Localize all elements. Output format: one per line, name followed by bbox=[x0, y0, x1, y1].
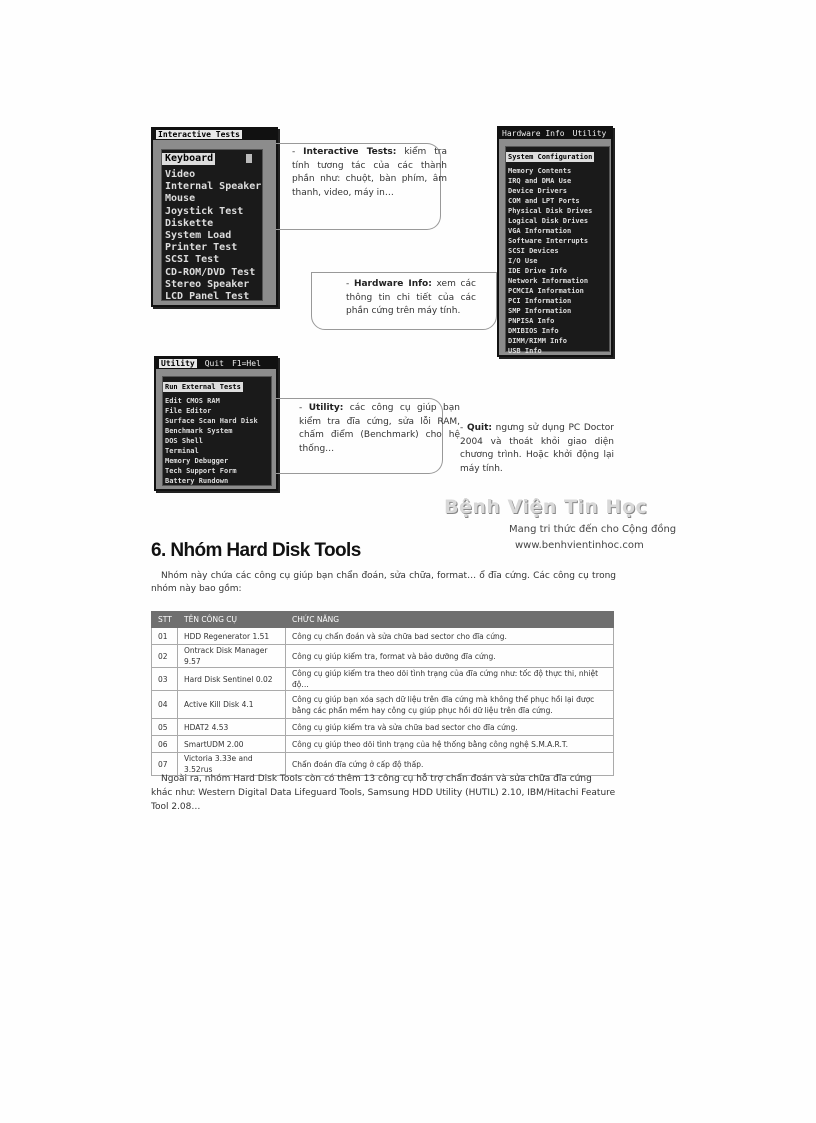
table-header-row bbox=[152, 612, 614, 628]
menu-item[interactable]: Benchmark System bbox=[165, 427, 233, 435]
menu-item[interactable]: System Configuration bbox=[508, 153, 593, 161]
menu-item[interactable]: Printer Test bbox=[165, 242, 238, 254]
tab-utility[interactable]: Utility bbox=[161, 359, 195, 368]
menu-item[interactable]: Memory Contents bbox=[508, 167, 572, 175]
cell-tool-name: SmartUDM 2.00 bbox=[178, 736, 286, 753]
menu-item[interactable]: Keyboard bbox=[162, 153, 215, 165]
tab-help[interactable]: F1=Hel bbox=[231, 359, 261, 368]
interactive-callout: - Interactive Tests: kiểm tra tính tương tác của các thành phần như: chuột, bàn phím, âm thanh, video, máy in… bbox=[292, 147, 447, 198]
menu-item[interactable]: DOS Shell bbox=[165, 437, 203, 445]
callout-label: Interactive Tests: bbox=[303, 147, 397, 157]
cell-tool-name: Ontrack Disk Manager 9.57 bbox=[178, 645, 286, 668]
interactive-tests-title[interactable]: Interactive Tests bbox=[158, 130, 240, 139]
menu-item[interactable]: SMP Information bbox=[508, 307, 572, 315]
interactive-tests-screenshot bbox=[151, 127, 278, 307]
menu-item[interactable]: PCI Information bbox=[508, 297, 572, 305]
header-stt: STT bbox=[152, 612, 178, 628]
tab-quit[interactable]: Quit bbox=[204, 359, 224, 368]
menu-item[interactable]: Run External Tests bbox=[165, 383, 241, 391]
menu-item[interactable]: Battery Rundown bbox=[165, 477, 229, 485]
menu-item[interactable]: Tech Support Form bbox=[165, 467, 237, 475]
menu-item[interactable]: Diskette bbox=[165, 217, 214, 229]
utility-callout: - Utility: các công cụ giúp bạn kiểm tra đĩa cứng, sửa lỗi RAM, chấm điểm (Benchmark) cho hệ thống… bbox=[299, 403, 460, 454]
cell-function: Công cụ giúp theo dõi tình trạng của hệ thống bằng công nghệ S.M.A.R.T. bbox=[286, 736, 614, 753]
menu-item[interactable]: Surface Scan Hard Disk bbox=[165, 417, 258, 425]
header-tool-name: TÊN CÔNG CỤ bbox=[178, 612, 286, 628]
header-function: CHỨC NĂNG bbox=[286, 612, 614, 628]
menu-item[interactable]: DMIBIOS Info bbox=[508, 327, 559, 335]
cell-function: Chẩn đoán đĩa cứng ở cấp độ thấp. bbox=[286, 753, 614, 776]
cell-stt: 05 bbox=[152, 719, 178, 736]
menu-item[interactable]: IDE Drive Info bbox=[508, 267, 568, 275]
menu-item[interactable]: Joystick Test bbox=[165, 205, 244, 217]
section-intro: Nhóm này chứa các công cụ giúp bạn chẩn đoán, sửa chữa, format… ổ đĩa cứng. Các công cụ trong nhóm này bao gồm: bbox=[151, 571, 616, 594]
menu-item[interactable]: Video bbox=[165, 169, 196, 180]
menu-item[interactable]: Physical Disk Drives bbox=[508, 207, 593, 215]
table-row bbox=[152, 719, 614, 736]
menu-item[interactable]: Terminal bbox=[165, 447, 199, 455]
cell-stt: 03 bbox=[152, 668, 178, 691]
table-row bbox=[152, 628, 614, 645]
utility-tabbar bbox=[156, 358, 276, 369]
menu-item[interactable]: Memory Debugger bbox=[165, 457, 229, 465]
callout-text: các công cụ giúp bạn kiểm tra đĩa cứng, sửa lỗi RAM, chấm điểm (Benchmark) cho hệ thống… bbox=[299, 403, 460, 454]
menu-item[interactable]: Network Information bbox=[508, 277, 589, 285]
cell-function: Công cụ giúp kiểm tra theo dõi tình trạng của đĩa cứng như: tốc độ thực thi, nhiệt độ… bbox=[286, 668, 614, 691]
cell-tool-name: HDAT2 4.53 bbox=[178, 719, 286, 736]
watermark-logo: Bệnh Viện Tin Học bbox=[444, 496, 648, 518]
menu-item[interactable]: System Load bbox=[165, 230, 232, 242]
cell-tool-name: Victoria 3.33e and 3.52rus bbox=[178, 753, 286, 776]
menu-item[interactable]: Logical Disk Drives bbox=[508, 217, 589, 225]
table-row bbox=[152, 691, 614, 719]
text-cursor-icon bbox=[246, 154, 252, 163]
utility-screenshot bbox=[154, 356, 278, 491]
callout-label: Utility: bbox=[308, 403, 344, 413]
menu-item[interactable]: SCSI Test bbox=[165, 254, 220, 266]
menu-item[interactable]: PCMCIA Information bbox=[508, 287, 584, 295]
cell-function: Công cụ giúp bạn xóa sạch dữ liệu trên đĩa cứng mà không thể phục hồi lại được bằng các phần mềm hay công cụ giúp phục hồi dữ liệu trên đĩa cứng. bbox=[286, 691, 614, 719]
interactive-tests-menu bbox=[161, 149, 263, 301]
menu-item[interactable]: I/O Use bbox=[508, 257, 538, 265]
menu-item[interactable]: Software Interrupts bbox=[508, 237, 589, 245]
callout-label: Quit: bbox=[466, 423, 492, 433]
hardware-info-tabbar bbox=[499, 128, 611, 139]
hardware-info-menu bbox=[505, 146, 610, 355]
hardware-callout: - Hardware Info: xem các thông tin chi tiết của các phần cứng trên máy tính. bbox=[346, 279, 476, 316]
menu-item[interactable]: CD-ROM/DVD Test bbox=[165, 266, 256, 278]
cell-stt: 06 bbox=[152, 736, 178, 753]
menu-item[interactable]: PNPISA Info bbox=[508, 317, 555, 325]
cell-function: Công cụ chẩn đoán và sửa chữa bad sector cho đĩa cứng. bbox=[286, 628, 614, 645]
cell-stt: 01 bbox=[152, 628, 178, 645]
menu-item[interactable]: File Editor bbox=[165, 407, 212, 415]
cell-tool-name: Active Kill Disk 4.1 bbox=[178, 691, 286, 719]
table-row bbox=[152, 736, 614, 753]
utility-menu bbox=[162, 376, 272, 486]
cell-function: Công cụ giúp kiểm tra, format và bảo dưỡng đĩa cứng. bbox=[286, 645, 614, 668]
tab-hardware-info[interactable]: Hardware Info bbox=[502, 129, 565, 138]
menu-item[interactable]: Device Drivers bbox=[508, 187, 568, 195]
menu-item[interactable]: DIMM/RIMM Info bbox=[508, 337, 568, 345]
tab-utility[interactable]: Utility bbox=[572, 129, 607, 138]
cell-tool-name: Hard Disk Sentinel 0.02 bbox=[178, 668, 286, 691]
menu-item[interactable]: Mouse bbox=[165, 193, 196, 205]
section-heading: 6. Nhóm Hard Disk Tools bbox=[151, 540, 361, 561]
cell-function: Công cụ giúp kiểm tra và sửa chữa bad sector cho đĩa cứng. bbox=[286, 719, 614, 736]
watermark-tagline: Mang tri thức đến cho Cộng đồng bbox=[509, 524, 677, 535]
menu-item[interactable]: SCSI Devices bbox=[508, 247, 559, 255]
table-row bbox=[152, 645, 614, 668]
menu-item[interactable]: Stereo Speaker bbox=[165, 278, 250, 290]
callout-text: xem các thông tin chi tiết của các phần cứng trên máy tính. bbox=[346, 279, 476, 316]
callout-text: ngưng sử dụng PC Doctor 2004 và thoát khỏi giao diện chương trình. Hoặc khởi động lại máy tính. bbox=[460, 423, 614, 474]
menu-item[interactable]: Internal Speaker bbox=[165, 181, 262, 193]
menu-item[interactable]: VGA Information bbox=[508, 227, 572, 235]
hardware-info-screenshot bbox=[497, 126, 613, 357]
menu-item[interactable]: IRQ and DMA Use bbox=[508, 177, 572, 185]
table-row bbox=[152, 668, 614, 691]
menu-item[interactable]: COM and LPT Ports bbox=[508, 197, 580, 205]
menu-item[interactable]: Edit CMOS RAM bbox=[165, 397, 220, 405]
quit-callout: - Quit: ngưng sử dụng PC Doctor 2004 và thoát khỏi giao diện chương trình. Hoặc khởi động lại máy tính. bbox=[460, 423, 614, 474]
callout-text: kiểm tra tính tương tác của các thành phần như: chuột, bàn phím, âm thanh, video, máy in… bbox=[292, 147, 447, 198]
cell-stt: 02 bbox=[152, 645, 178, 668]
watermark-site: www.benhvientinhoc.com bbox=[515, 540, 644, 551]
menu-item[interactable]: USB Info bbox=[508, 347, 542, 355]
interactive-tests-titlebar bbox=[153, 129, 276, 140]
tools-table bbox=[151, 611, 614, 776]
section-outro: Ngoài ra, nhóm Hard Disk Tools còn có thêm 13 công cụ hỗ trợ chẩn đoán và sửa chữa đĩa cứng khác như: Western Digital Data Lifeguard Tools, Samsung HDD Utility (HUTIL) 2.10, IBM/Hitachi Feature Tool 2.08… bbox=[151, 774, 616, 812]
cell-stt: 07 bbox=[152, 753, 178, 776]
menu-item[interactable]: LCD Panel Test bbox=[165, 291, 250, 303]
cell-stt: 04 bbox=[152, 691, 178, 719]
callout-label: Hardware Info: bbox=[353, 279, 432, 289]
cell-tool-name: HDD Regenerator 1.51 bbox=[178, 628, 286, 645]
